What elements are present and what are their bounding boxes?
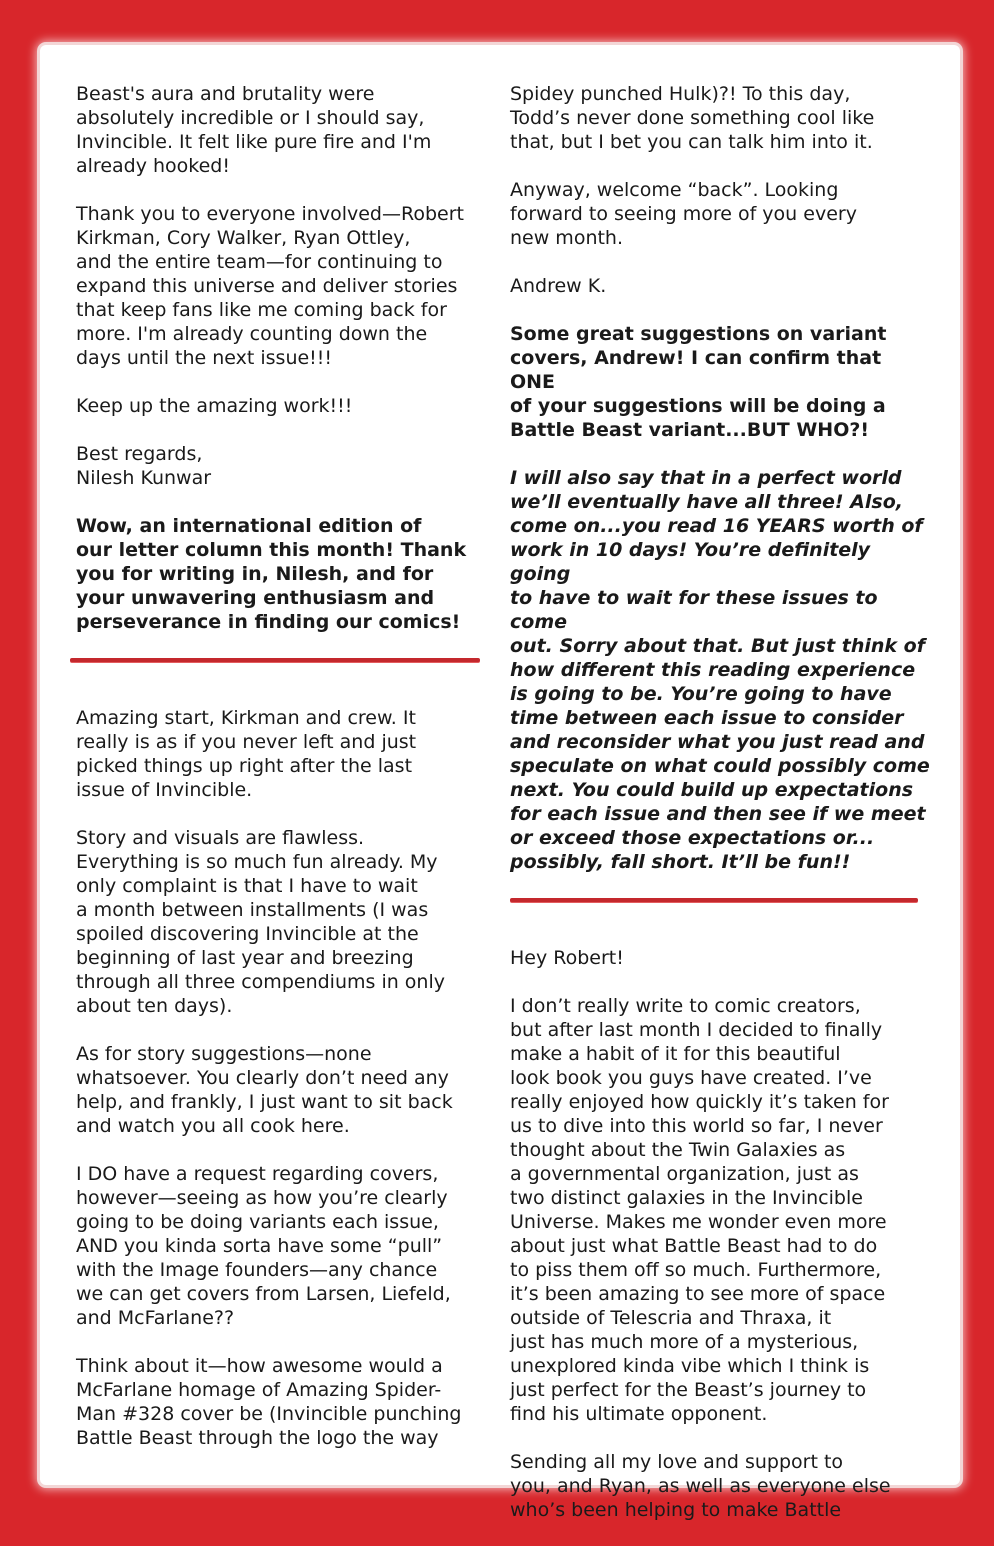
left-column [76,82,486,1474]
letter-paragraph: Think about it—how awesome would a McFarlane homage of Amazing Spider- Man #328 cover be (Invincible punching Battle Beast through the logo the way [76,1355,462,1449]
letter-paragraph: Keep up the amazing work!!! [76,395,353,417]
letter-paragraph: Story and visuals are flawless. Everything is so much fun already. My only complaint is that I have to wait a month between installments (I was spoiled discovering Invincible at the beginning of last year and breezing through all three compendiums in only about ten days). [76,827,445,1017]
editor-reply: Wow, an international edition of our letter column this month! Thank you for writing in, Nilesh, and for your unwavering enthusiasm and perseverance in finding our comics! [76,515,467,633]
section-divider [70,658,480,662]
editor-reply: Some great suggestions on variant covers, Andrew! I can confirm that ONE of your suggestions will be doing a Battle Beast variant...BUT WHO?! [510,323,887,441]
right-column [510,82,930,1546]
editor-reply-italic: I will also say that in a perfect world we’ll eventually have all three! Also, come on...you read 16 YEARS worth of work in 10 days! You’re definitely going to have to wait for these issues to come out. Sorry about that. But just think of how different this reading experience is going to be. You’re going to have time between each issue to consider and reconsider what you just read and speculate on what could possibly come next. You could build up expectations for each issue and then see if we meet or exceed those expectations or... possibly, fall short. It’ll be fun!! [510,467,930,873]
letter-signature: Best regards, Nilesh Kunwar [76,443,212,489]
letter-paragraph: Amazing start, Kirkman and crew. It really is as if you never left and just picked things up right after the last issue of Invincible. [76,707,417,801]
letter-greeting: Hey Robert! [510,947,624,969]
letter-paragraph: Sending all my love and support to you, and Ryan, as well as everyone else who’s been helping to make Battle [510,1451,891,1521]
letter-paragraph: Spidey punched Hulk)?! To this day, Todd’s never done something cool like that, but I bet you can talk him into it. [510,83,875,153]
letter-paragraph: I don’t really write to comic creators, but after last month I decided to finally make a habit of it for this beautiful look book you guys have created. I’ve really enjoyed how quickly it’s taken for us to dive into this world so far, I never thought about the Twin Galaxies as a governmental organization, just as two distinct galaxies in the Invincible Universe. Makes me wonder even more about just what Battle Beast had to do to piss them off so much. Furthermore, it’s been amazing to see more of space outside of Telescria and Thraxa, it just has much more of a mysterious, unexplored kinda vibe which I think is just perfect for the Beast’s journey to find his ultimate opponent. [510,995,889,1425]
section-divider [510,898,918,902]
letter-paragraph: As for story suggestions—none whatsoever. You clearly don’t need any help, and frankly, I just want to sit back and watch you all cook here. [76,1043,453,1137]
letter-paragraph: Beast's aura and brutality were absolutely incredible or I should say, Invincible. It felt like pure fire and I'm already hooked! [76,83,432,177]
letter-paragraph: I DO have a request regarding covers, however—seeing as how you’re clearly going to be doing variants each issue, AND you kinda sorta have some “pull” with the Image founders—any chance we can get covers from Larsen, Liefeld, and McFarlane?? [76,1163,451,1329]
letter-paragraph: Thank you to everyone involved—Robert Kirkman, Cory Walker, Ryan Ottley, and the entire team—for continuing to expand this universe and deliver stories that keep fans like me coming back for more. I'm already counting down the days until the next issue!!! [76,203,464,369]
letter-paragraph: Anyway, welcome “back”. Looking forward to seeing more of you every new month. [510,179,857,249]
letter-signature: Andrew K. [510,275,607,297]
